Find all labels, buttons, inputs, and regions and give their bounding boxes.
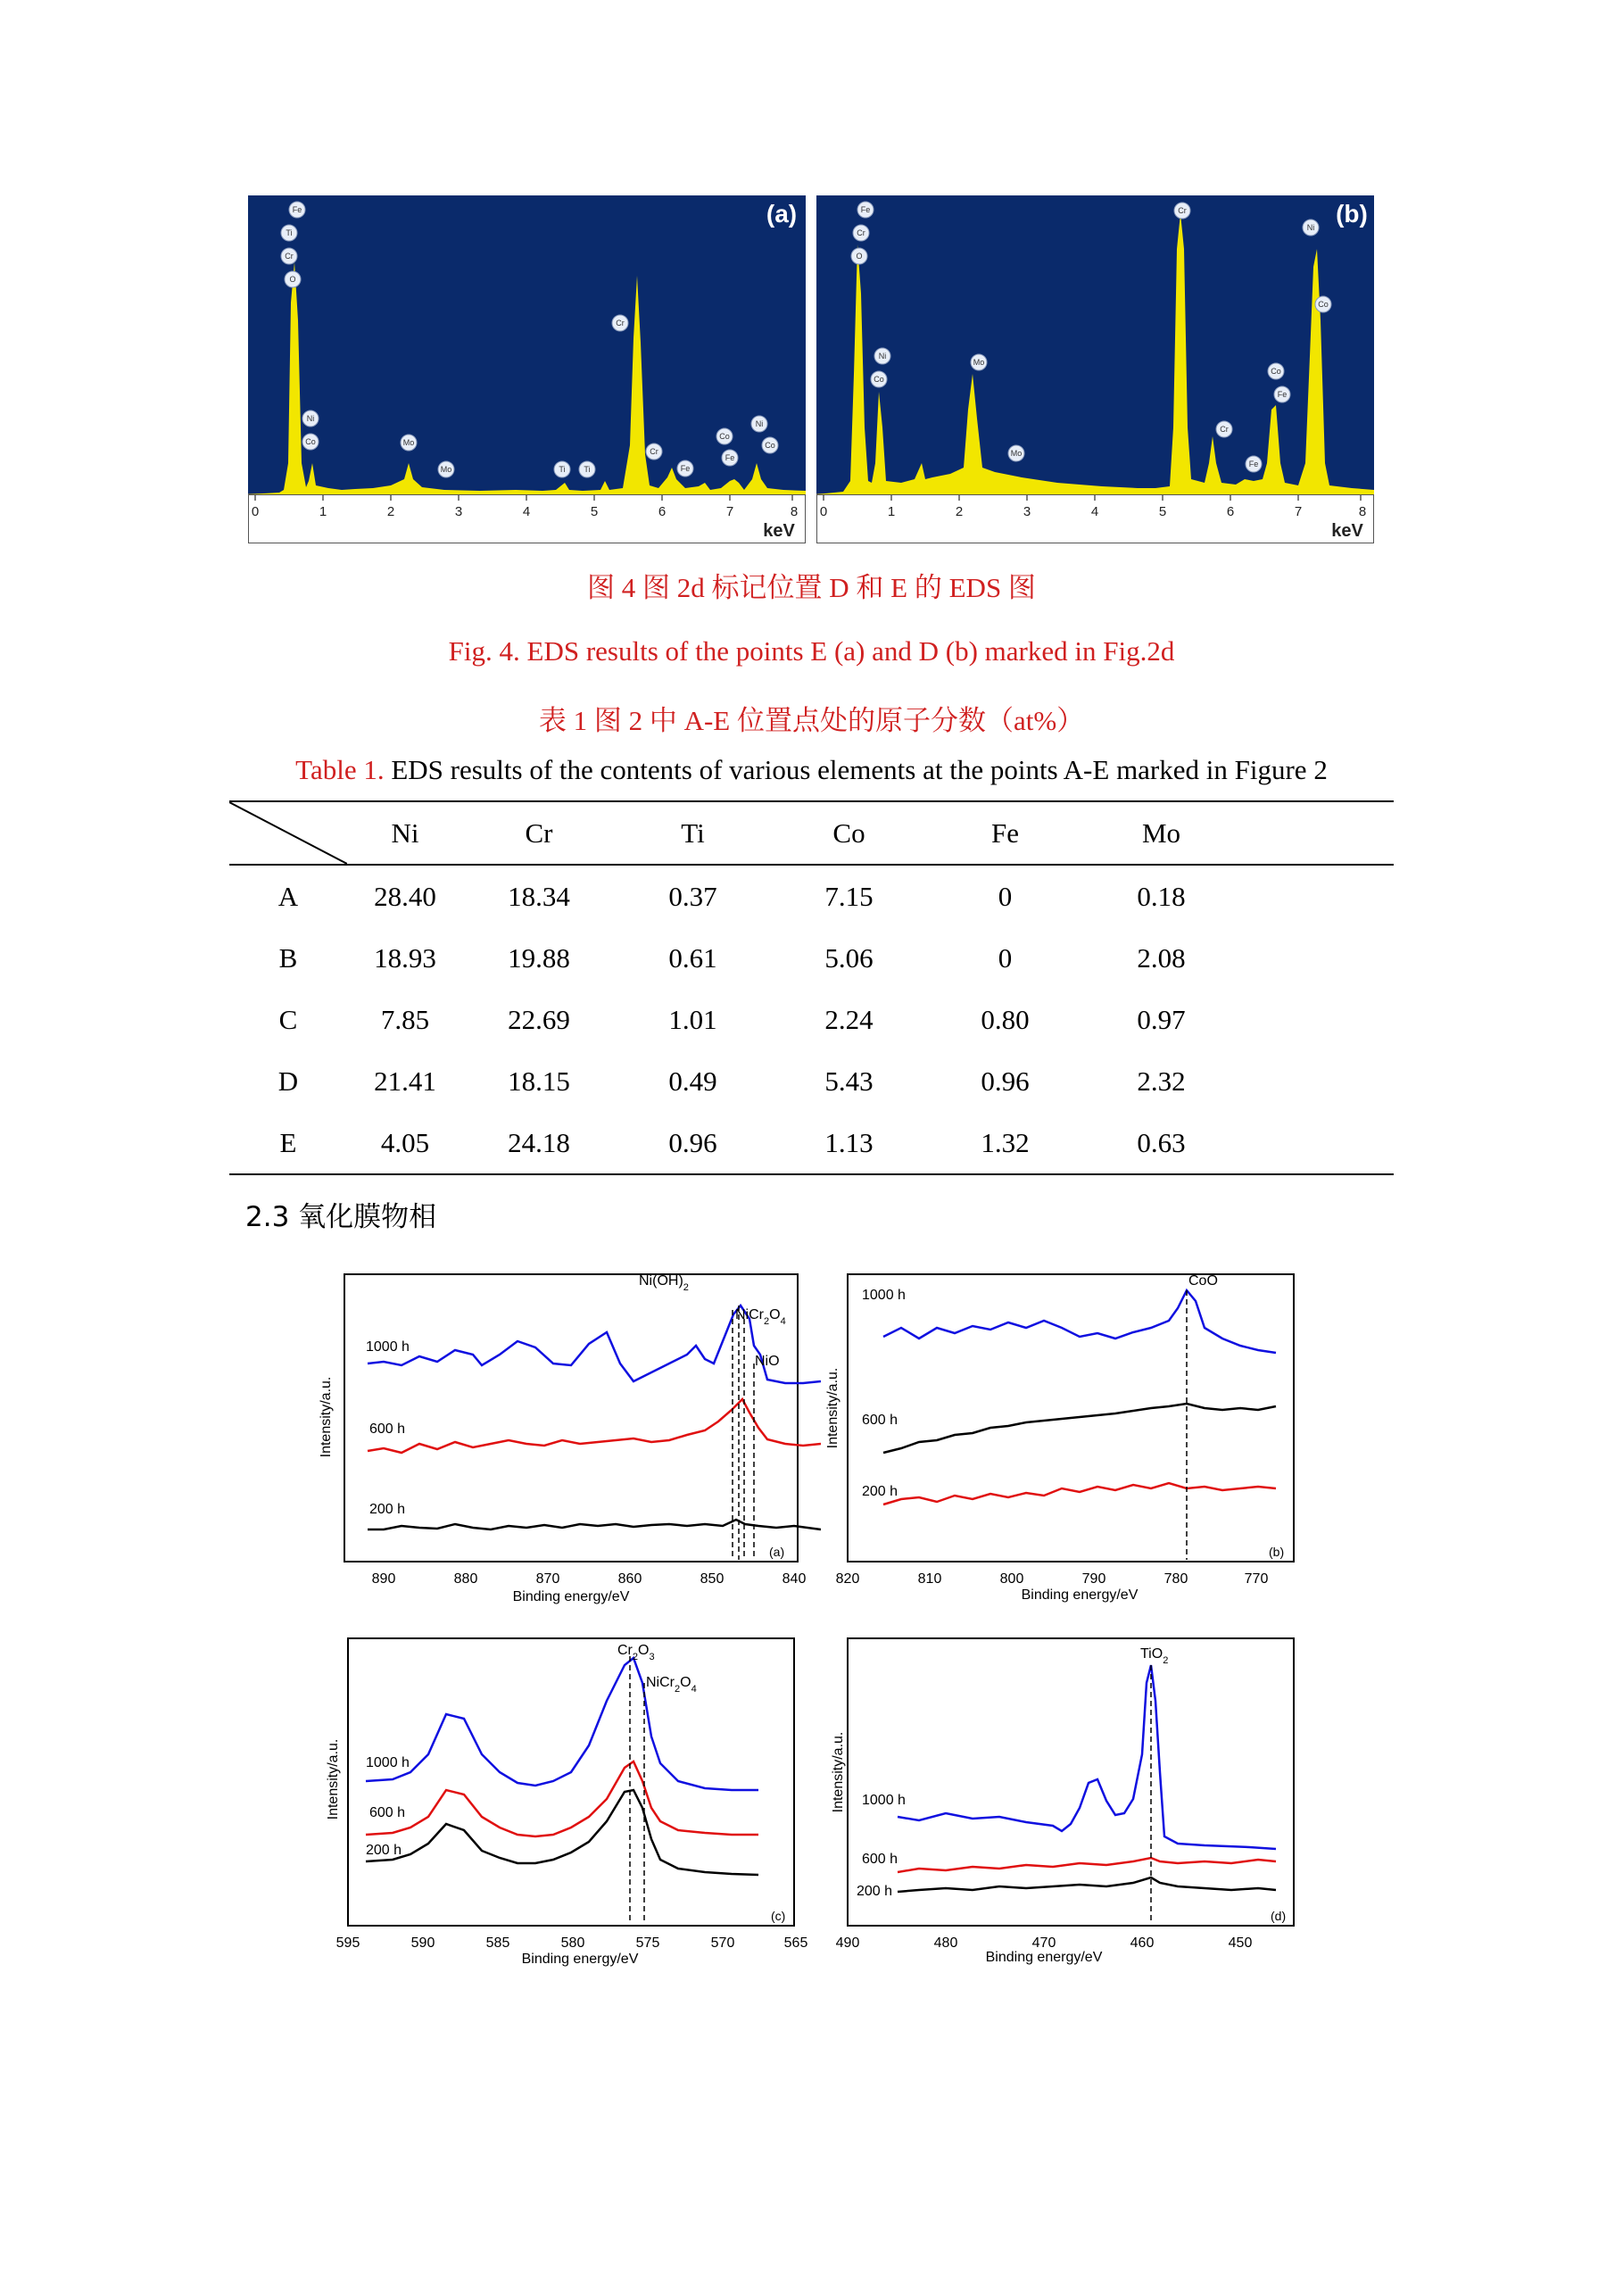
eds-b-tick-3: 3 xyxy=(1023,504,1031,519)
eds-b-label-o: O xyxy=(856,252,863,261)
xps-b-ylabel: Intensity/a.u. xyxy=(825,1367,840,1449)
xps-c-series-1000 xyxy=(366,1658,758,1790)
xps-d-series-200 xyxy=(898,1877,1276,1892)
xps-a-tag: (a) xyxy=(769,1545,785,1559)
table-row xyxy=(229,1112,1394,1174)
xps-a-series-label-600: 600 h xyxy=(369,1422,406,1437)
table-cell: 4.05 xyxy=(380,1126,430,1158)
xps-c-series-label-200: 200 h xyxy=(366,1843,402,1858)
table-header-mo: Mo xyxy=(1141,816,1181,849)
table-cell: 18.34 xyxy=(508,880,570,912)
table-cell: 5.06 xyxy=(824,941,874,974)
table-header-ni: Ni xyxy=(391,816,419,849)
xps-c-tag: (c) xyxy=(771,1909,786,1923)
eds-a-tick-7: 7 xyxy=(725,504,734,519)
eds-b-tick-5: 5 xyxy=(1158,504,1167,519)
table-cell: 24.18 xyxy=(508,1126,570,1158)
xps-d-tick-3: 460 xyxy=(1130,1935,1155,1951)
eds-a-label-mo: Mo xyxy=(402,438,415,447)
table-header-ti: Ti xyxy=(681,816,705,849)
eds-b-label-ni2: Ni xyxy=(1306,223,1315,232)
eds-b-tick-8: 8 xyxy=(1358,504,1367,519)
eds-a-label-ti2: Ti xyxy=(559,465,566,474)
eds-a-label-co: Co xyxy=(305,437,316,446)
eds-a-label-fe3: Fe xyxy=(725,453,735,462)
xps-a-series-600 xyxy=(368,1399,821,1453)
xps-panel-b xyxy=(812,1265,1312,1622)
table-corner-cell xyxy=(229,801,347,865)
xps-panel-a xyxy=(303,1265,821,1622)
eds-a-label-ni2: Ni xyxy=(755,419,764,428)
xps-b-series-1000 xyxy=(883,1290,1276,1353)
eds-a-label-cr2: Cr xyxy=(616,319,625,327)
xps-c-series-600 xyxy=(366,1761,758,1836)
table-cell: 0.97 xyxy=(1137,1003,1186,1035)
xps-d-anno-tio2: TiO$_2$ xyxy=(1140,1646,1169,1666)
table-cell: 0 xyxy=(998,941,1013,974)
table-cell: 0.63 xyxy=(1137,1126,1186,1158)
xps-a-anno-nioh2: $Ni(OH)_2$ xyxy=(639,1273,689,1293)
table-cell: 0.18 xyxy=(1137,880,1186,912)
xps-b-tick-0: 820 xyxy=(835,1571,860,1587)
table-row xyxy=(229,865,1394,927)
table-row xyxy=(229,989,1394,1050)
table-cell: 0.80 xyxy=(981,1003,1030,1035)
xps-b-anno-coo: CoO xyxy=(1188,1273,1218,1289)
table-cell: 18.15 xyxy=(508,1065,570,1097)
eds-b-label-fe3: Fe xyxy=(1277,390,1288,399)
xps-c-tick-2: 585 xyxy=(485,1935,510,1951)
eds-b-tick-2: 2 xyxy=(955,504,964,519)
xps-d-tick-2: 470 xyxy=(1031,1935,1056,1951)
eds-b-label-cr3: Cr xyxy=(1220,425,1229,434)
table-cell: 22.69 xyxy=(508,1003,570,1035)
eds-a-label-ti: Ti xyxy=(286,228,293,237)
xps-b-series-label-1000: 1000 h xyxy=(862,1288,906,1303)
table1-caption-text: EDS results of the contents of various elements at the points A-E marked in Figure 2 xyxy=(384,754,1328,785)
eds-b-label-cr2: Cr xyxy=(1178,206,1187,215)
xps-c-xlabel: Binding energy/eV xyxy=(521,1952,639,1967)
xps-a-tick-1: 880 xyxy=(453,1571,478,1587)
xps-d-tick-4: 450 xyxy=(1228,1935,1253,1951)
eds-b-label-cr: Cr xyxy=(857,228,865,237)
table-row-label: D xyxy=(277,1065,299,1097)
table-header-row xyxy=(229,801,1394,865)
table-cell: 2.32 xyxy=(1137,1065,1186,1097)
eds-a-label-co2: Co xyxy=(719,432,730,441)
table-cell: 1.13 xyxy=(824,1126,874,1158)
eds-a-label-co3: Co xyxy=(765,441,775,450)
xps-b-tick-5: 770 xyxy=(1244,1571,1269,1587)
xps-c-tick-3: 580 xyxy=(560,1935,585,1951)
eds-b-tick-6: 6 xyxy=(1226,504,1235,519)
xps-c-series-label-1000: 1000 h xyxy=(366,1755,410,1770)
eds-b-label-ni: Ni xyxy=(878,352,887,361)
xps-b-series-label-600: 600 h xyxy=(862,1413,898,1428)
eds-a-tick-1: 1 xyxy=(319,504,327,519)
xps-c-tick-1: 590 xyxy=(410,1935,435,1951)
table-cell: 2.24 xyxy=(824,1003,874,1035)
table-cell: 7.15 xyxy=(824,880,874,912)
xps-a-series-200 xyxy=(368,1520,821,1529)
table-row-label: A xyxy=(277,880,299,912)
table-cell: 19.88 xyxy=(508,941,570,974)
eds-b-tick-0: 0 xyxy=(819,504,828,519)
eds-a-label-ti3: Ti xyxy=(584,465,591,474)
xps-d-series-1000 xyxy=(898,1665,1276,1849)
table-cell: 7.85 xyxy=(380,1003,430,1035)
xps-a-tick-5: 840 xyxy=(782,1571,807,1587)
xps-a-tick-0: 890 xyxy=(371,1571,396,1587)
eds-b-label-mo2: Mo xyxy=(1010,449,1023,458)
table-cell: 18.93 xyxy=(374,941,436,974)
eds-b-tick-1: 1 xyxy=(887,504,896,519)
xps-c-tick-5: 570 xyxy=(710,1935,735,1951)
table-cell: 0.49 xyxy=(668,1065,717,1097)
eds-figure xyxy=(248,195,1374,543)
eds-b-label-fe: Fe xyxy=(860,205,871,214)
eds-a-label-fe: Fe xyxy=(292,205,302,214)
eds-b-unit: keV xyxy=(1331,521,1363,541)
eds-panel-b xyxy=(816,195,1374,543)
table-cell: 0.96 xyxy=(668,1126,717,1158)
eds-a-tick-8: 8 xyxy=(790,504,799,519)
table-row-label: E xyxy=(279,1126,297,1158)
eds-b-label-co2: Co xyxy=(1271,367,1281,376)
eds-a-label-fe2: Fe xyxy=(680,464,691,473)
eds-b-label-co3: Co xyxy=(1318,300,1329,309)
xps-d-xlabel: Binding energy/eV xyxy=(985,1950,1103,1965)
fig4-caption-en: Fig. 4. EDS results of the points E (a) and D (b) marked in Fig.2d xyxy=(448,635,1175,667)
xps-b-tick-4: 780 xyxy=(1163,1571,1188,1587)
eds-a-tick-5: 5 xyxy=(590,504,599,519)
table-cell: 0 xyxy=(998,880,1013,912)
eds-a-tick-0: 0 xyxy=(251,504,260,519)
xps-a-ylabel: Intensity/a.u. xyxy=(319,1376,334,1458)
table-header-fe: Fe xyxy=(991,816,1019,849)
table-cell: 0.61 xyxy=(668,941,717,974)
xps-a-series-label-1000: 1000 h xyxy=(366,1339,410,1355)
table-cell: 0.96 xyxy=(981,1065,1030,1097)
xps-a-tick-4: 850 xyxy=(700,1571,725,1587)
xps-c-tick-0: 595 xyxy=(335,1935,360,1951)
table-header-co: Co xyxy=(832,816,865,849)
eds-a-label-mo2: Mo xyxy=(440,465,452,474)
eds-a-unit: keV xyxy=(763,521,795,541)
xps-d-tick-0: 490 xyxy=(835,1935,860,1951)
eds-a-label-o: O xyxy=(289,275,296,284)
eds-b-tag: (b) xyxy=(1336,200,1368,228)
table1 xyxy=(229,800,1394,1175)
xps-a-xlabel: Binding energy/eV xyxy=(512,1589,630,1604)
xps-c-series-label-600: 600 h xyxy=(369,1805,406,1820)
table-cell: 28.40 xyxy=(374,880,436,912)
eds-a-tag: (a) xyxy=(766,200,798,228)
eds-b-tick-7: 7 xyxy=(1294,504,1303,519)
xps-c-tick-4: 575 xyxy=(635,1935,660,1951)
xps-b-tick-1: 810 xyxy=(917,1571,942,1587)
xps-panel-d xyxy=(821,1629,1321,1986)
xps-a-tick-3: 860 xyxy=(617,1571,642,1587)
table1-caption-label: Table 1. xyxy=(295,754,385,785)
xps-c-tick-6: 565 xyxy=(783,1935,808,1951)
xps-a-anno-nicr2o4: $NiCr_2O_4$ xyxy=(735,1307,786,1327)
table-header-cr: Cr xyxy=(525,816,553,849)
xps-d-tick-1: 480 xyxy=(933,1935,958,1951)
table-cell: 0.37 xyxy=(668,880,717,912)
eds-a-label-cr: Cr xyxy=(285,252,294,261)
table-row xyxy=(229,1050,1394,1112)
table-cell: 21.41 xyxy=(374,1065,436,1097)
xps-d-series-600 xyxy=(898,1858,1276,1872)
xps-b-series-label-200: 200 h xyxy=(862,1484,898,1499)
eds-panel-a xyxy=(248,195,806,543)
xps-b-series-600 xyxy=(883,1404,1276,1453)
xps-a-anno-nio: NiO xyxy=(755,1354,780,1369)
xps-a-series-label-200: 200 h xyxy=(369,1502,406,1517)
xps-a-tick-2: 870 xyxy=(535,1571,560,1587)
xps-d-series-label-200: 200 h xyxy=(857,1884,893,1899)
eds-a-tick-4: 4 xyxy=(522,504,531,519)
xps-d-ylabel: Intensity/a.u. xyxy=(831,1731,846,1813)
eds-b-label-co: Co xyxy=(874,375,884,384)
table-cell: 1.01 xyxy=(668,1003,717,1035)
fig4-caption-cn: 图 4 图 2d 标记位置 D 和 E 的 EDS 图 xyxy=(587,572,1036,603)
table-row xyxy=(229,927,1394,989)
xps-panel-c xyxy=(321,1629,821,1986)
eds-b-label-mo: Mo xyxy=(973,358,985,367)
table-row-label: C xyxy=(278,1003,298,1035)
table1-caption-en xyxy=(0,754,1623,786)
table-cell: 1.32 xyxy=(981,1126,1030,1158)
eds-b-tick-4: 4 xyxy=(1090,504,1099,519)
eds-a-tick-3: 3 xyxy=(454,504,463,519)
xps-c-ylabel: Intensity/a.u. xyxy=(326,1738,341,1820)
xps-b-tick-3: 790 xyxy=(1081,1571,1106,1587)
xps-b-series-200 xyxy=(883,1483,1276,1504)
eds-a-label-cr3: Cr xyxy=(650,447,658,456)
xps-b-xlabel: Binding energy/eV xyxy=(1021,1587,1139,1603)
eds-a-tick-6: 6 xyxy=(658,504,667,519)
eds-a-label-ni: Ni xyxy=(306,414,315,423)
table-diagonal xyxy=(229,802,347,864)
xps-b-tick-2: 800 xyxy=(999,1571,1024,1587)
xps-b-tag: (b) xyxy=(1269,1545,1285,1559)
table1-caption-cn: 表 1 图 2 中 A-E 位置点处的原子分数（at%） xyxy=(538,705,1085,736)
xps-c-anno-cr2o3: $Cr_2O_3$ xyxy=(617,1643,655,1662)
section-heading: 2.3 氧化膜物相 xyxy=(245,1201,437,1233)
table-row-label: B xyxy=(278,941,298,974)
table-cell: 5.43 xyxy=(824,1065,874,1097)
eds-b-label-fe2: Fe xyxy=(1248,460,1259,468)
xps-c-anno-nicr2o4: $NiCr_2O_4$ xyxy=(646,1675,697,1695)
eds-a-tick-2: 2 xyxy=(386,504,395,519)
xps-d-tag: (d) xyxy=(1271,1909,1287,1923)
table-cell: 2.08 xyxy=(1137,941,1186,974)
xps-d-series-label-1000: 1000 h xyxy=(862,1793,906,1808)
xps-d-series-label-600: 600 h xyxy=(862,1852,898,1867)
